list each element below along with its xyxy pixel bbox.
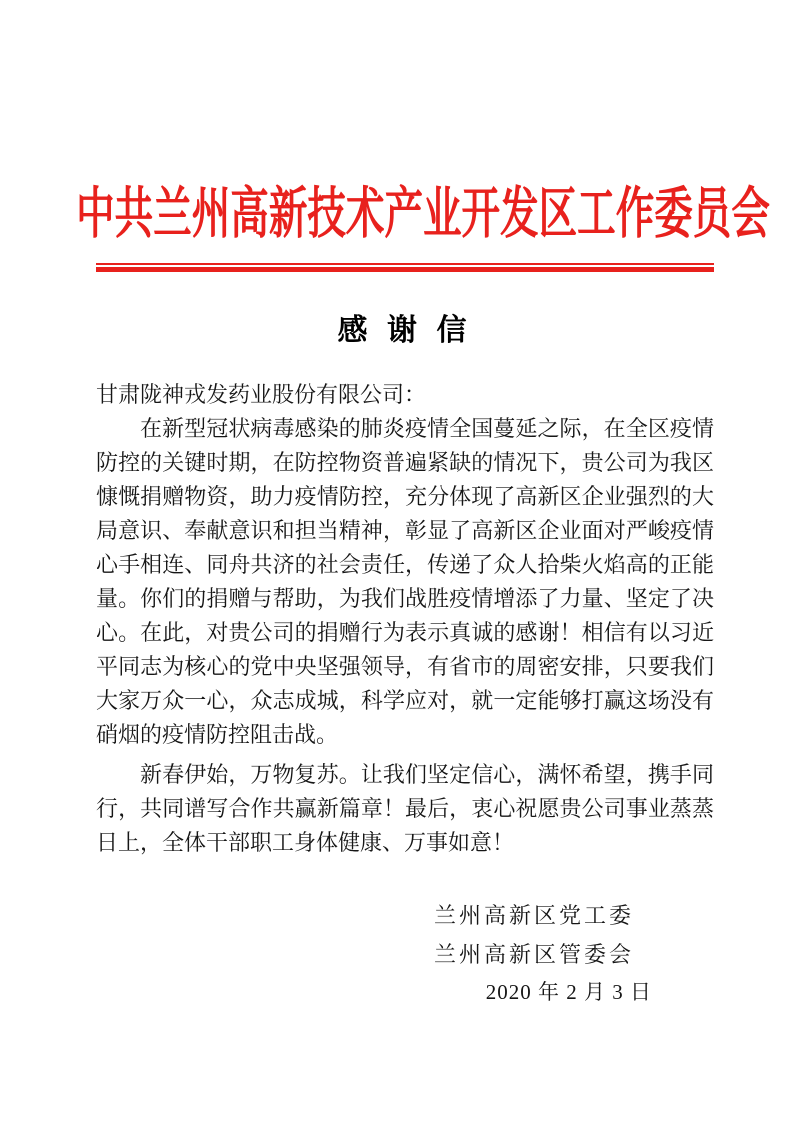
signature-org-1: 兰州高新区党工委 <box>433 903 634 928</box>
letterhead-double-rule <box>96 263 714 272</box>
signature-date: 2020 年 2 月 3 日 <box>485 980 652 1004</box>
letterhead-org-name: 中共兰州高新技术产业开发区工作委员会 <box>76 184 770 246</box>
letter-body <box>96 378 714 860</box>
signature-org-2: 兰州高新区管委会 <box>433 942 634 967</box>
salutation: 甘肃陇神戎发药业股份有限公司： <box>96 382 427 407</box>
body-paragraph-1: 在新型冠状病毒感染的肺炎疫情全国蔓延之际，在全区疫情防控的关键时期，在防控物资普遍紧缺的情况下，贵公司为我区慷慨捐赠物资，助力疫情防控，充分体现了高新区企业强烈的大局意识、奉献意识和担当精神，彰显了高新区企业面对严峻疫情心手相连、同舟共济的社会责任，传递了众人拾柴火焰高的正能量。你们的捐赠与帮助，为我们战胜疫情增添了力量、坚定了决心。在此，对贵公司的捐赠行为表示真诚的感谢！相信有以习近平同志为核心的党中央坚强领导，有省市的周密安排，只要我们大家万众一心，众志成城，科学应对，就一定能够打赢这场没有硝烟的疫情防控阻击战。 <box>96 416 714 747</box>
letter-title: 感 谢 信 <box>337 314 473 347</box>
body-paragraph-2: 新春伊始，万物复苏。让我们坚定信心，满怀希望，携手同行，共同谱写合作共赢新篇章！最后，衷心祝愿贵公司事业蒸蒸日上，全体干部职工身体健康、万事如意！ <box>96 762 714 855</box>
letterhead <box>0 170 800 246</box>
